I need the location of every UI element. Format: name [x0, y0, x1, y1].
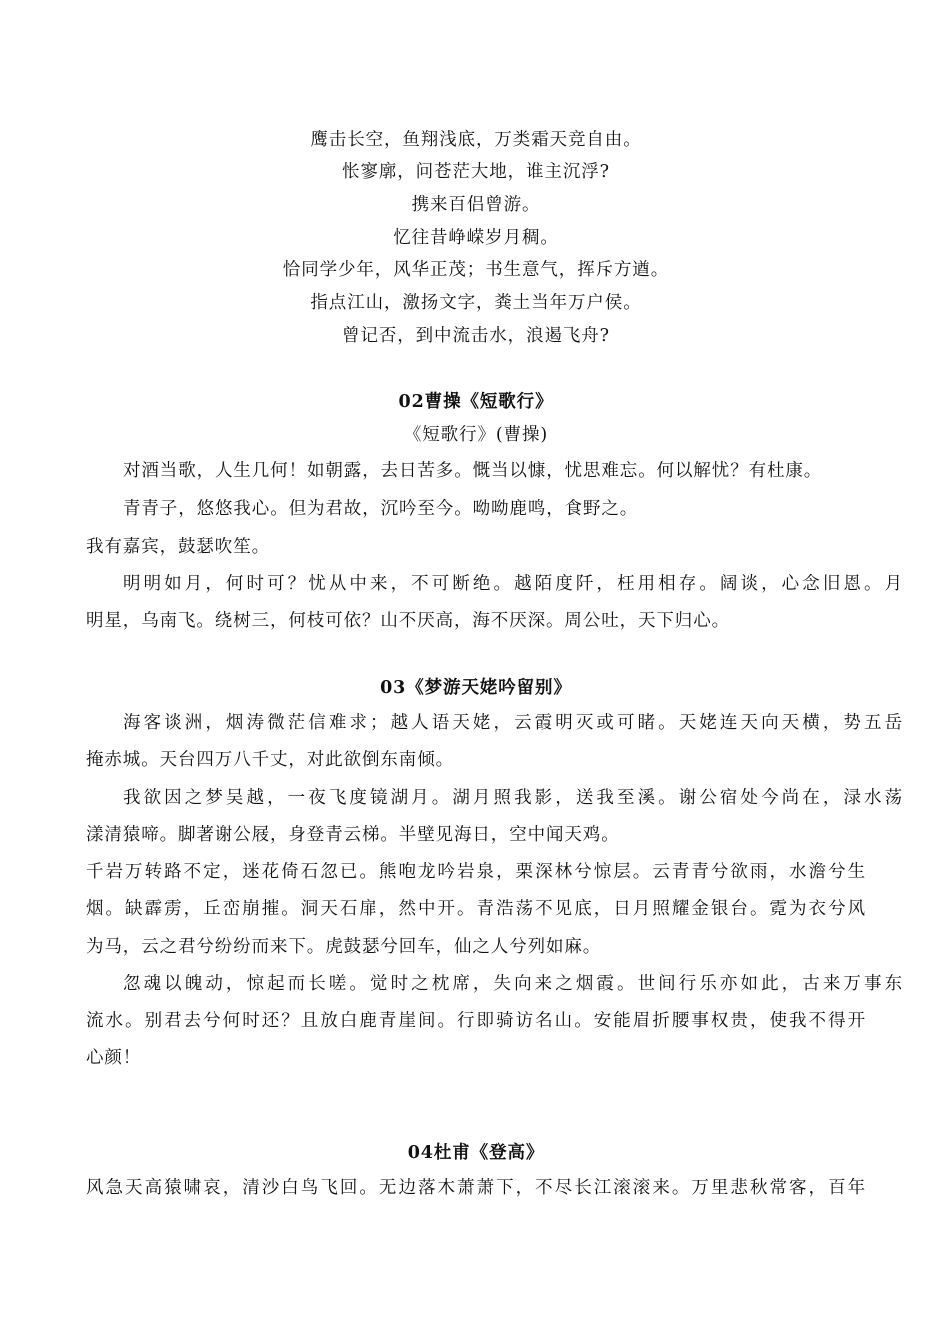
section-heading-02: 02曹操《短歌行》	[398, 392, 554, 412]
section-heading-04: 04杜甫《登高》	[407, 1143, 545, 1163]
paragraph-line: 心颜！	[86, 1048, 142, 1068]
paragraph-line: 为马，云之君兮纷纷而来下。虎鼓瑟兮回车，仙之人兮列如麻。	[86, 937, 602, 957]
section-heading-03: 03《梦游天姥吟留别》	[380, 678, 572, 698]
paragraph-line: 明明如月，何时可？忧从中来，不可断绝。越陌度阡，枉用相存。阔谈，心念旧恩。月	[123, 574, 903, 594]
paragraph-line: 我欲因之梦吴越，一夜飞度镜湖月。湖月照我影，送我至溪。谢公宿处今尚在，渌水荡	[123, 788, 903, 808]
paragraph-line: 烟。缺霹雳，丘峦崩摧。洞天石扉，然中开。青浩荡不见底，日月照耀金银台。霓为衣兮风	[86, 899, 866, 919]
paragraph-line: 掩赤城。天台四万八千丈，对此欲倒东南倾。	[86, 750, 454, 770]
paragraph-line: 明星，乌南飞。绕树三，何枝可依？山不厌高，海不厌深。周公吐，天下归心。	[86, 611, 730, 631]
section-subtitle-02: 《短歌行》(曹操)	[403, 425, 549, 445]
paragraph-line: 我有嘉宾，鼓瑟吹笙。	[86, 537, 270, 557]
poem-line: 忆往昔峥嵘岁月稠。	[393, 228, 559, 248]
poem-line: 鹰击长空，鱼翔浅底，万类霜天竞自由。	[310, 130, 642, 150]
poem-line: 曾记否，到中流击水，浪遏飞舟?	[342, 326, 610, 346]
paragraph-line: 对酒当歌，人生几何！如朝露，去日苦多。慨当以慷，忧思难忘。何以解忧？有杜康。	[123, 461, 823, 481]
paragraph-line: 漾清猿啼。脚著谢公屐，身登青云梯。半壁见海日，空中闻天鸡。	[86, 825, 620, 845]
paragraph-line: 风急天高猿啸哀，清沙白鸟飞回。无边落木萧萧下，不尽长江滚滚来。万里悲秋常客，百年	[86, 1178, 866, 1198]
paragraph-line: 青青子，悠悠我心。但为君故，沉吟至今。呦呦鹿鸣，食野之。	[123, 499, 639, 519]
paragraph-line: 千岩万转路不定，迷花倚石忽已。熊咆龙吟岩泉，栗深林兮惊层。云青青兮欲雨，水澹兮生	[86, 862, 866, 882]
poem-line: 恰同学少年，风华正茂；书生意气，挥斥方遒。	[282, 260, 670, 280]
paragraph-line: 流水。别君去兮何时还？且放白鹿青崖间。行即骑访名山。安能眉折腰事权贵，使我不得开	[86, 1011, 866, 1031]
poem-line: 指点江山，激扬文字，粪土当年万户侯。	[310, 293, 642, 313]
poem-line: 怅寥廓，问苍茫大地，谁主沉浮?	[342, 162, 610, 182]
paragraph-line: 忽魂以魄动，惊起而长嗟。觉时之枕席，失向来之烟霞。世间行乐亦如此，古来万事东	[123, 974, 903, 994]
paragraph-line: 海客谈洲，烟涛微茫信难求；越人语天姥，云霞明灭或可睹。天姥连天向天横，势五岳	[123, 713, 903, 733]
poem-line: 携来百侣曾游。	[411, 195, 541, 215]
